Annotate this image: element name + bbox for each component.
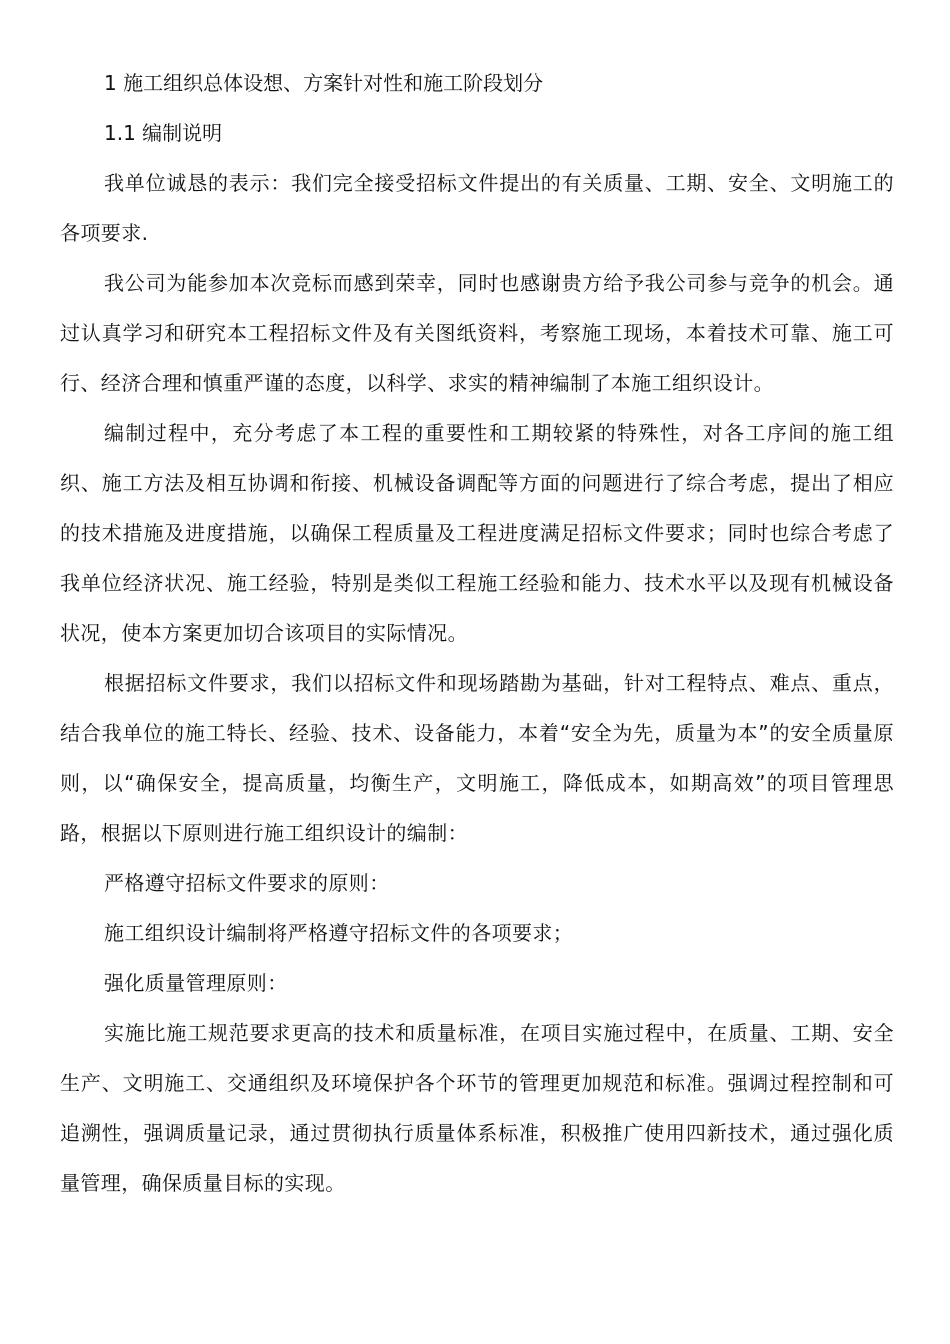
paragraph-compilation-process: 编制过程中，充分考虑了本工程的重要性和工期较紧的特殊性，对各工序间的施工组织、施工方法及相互协调和衔接、机械设备调配等方面的问题进行了综合考虑，提出了相应的技术措施及进度措施，以确保工程质量及工程进度满足招标文件要求；同时也综合考虑了我单位经济状况、施工经验，特别是类似工程施工经验和能力、技术水平以及现有机械设备状况，使本方案更加切合该项目的实际情况。 [60, 421, 894, 645]
paragraph-principle-2-title: 强化质量管理原则： [104, 971, 288, 995]
section-heading: 1 施工组织总体设想、方案针对性和施工阶段划分 [104, 71, 544, 95]
paragraph-principle-1-body: 施工组织设计编制将严格遵守招标文件的各项要求； [104, 921, 574, 945]
paragraph-principles: 根据招标文件要求，我们以招标文件和现场踏勘为基础，针对工程特点、难点、重点，结合我单位的施工特长、经验、技术、设备能力，本着“安全为先，质量为本”的安全质量原则，以“确保安全，提高质量，均衡生产，文明施工，降低成本，如期高效”的项目管理思路，根据以下原则进行施工组织设计的编制： [60, 671, 894, 845]
paragraph-acceptance: 我单位诚恳的表示：我们完全接受招标文件提出的有关质量、工期、安全、文明施工的各项要求. [60, 171, 894, 245]
paragraph-introduction: 我公司为能参加本次竞标而感到荣幸，同时也感谢贵方给予我公司参与竞争的机会。通过认真学习和研究本工程招标文件及有关图纸资料，考察施工现场，本着技术可靠、施工可行、经济合理和慎重严谨的态度，以科学、求实的精神编制了本施工组织设计。 [60, 271, 894, 395]
paragraph-principle-1-title: 严格遵守招标文件要求的原则： [104, 871, 390, 895]
subsection-heading: 1.1 编制说明 [104, 121, 223, 145]
document-body [60, 58, 894, 1208]
paragraph-principle-2-body: 实施比施工规范要求更高的技术和质量标准，在项目实施过程中，在质量、工期、安全生产、文明施工、交通组织及环境保护各个环节的管理更加规范和标准。强调过程控制和可追溯性，强调质量记录，通过贯彻执行质量体系标准，积极推广使用四新技术，通过强化质量管理，确保质量目标的实现。 [60, 1021, 894, 1195]
